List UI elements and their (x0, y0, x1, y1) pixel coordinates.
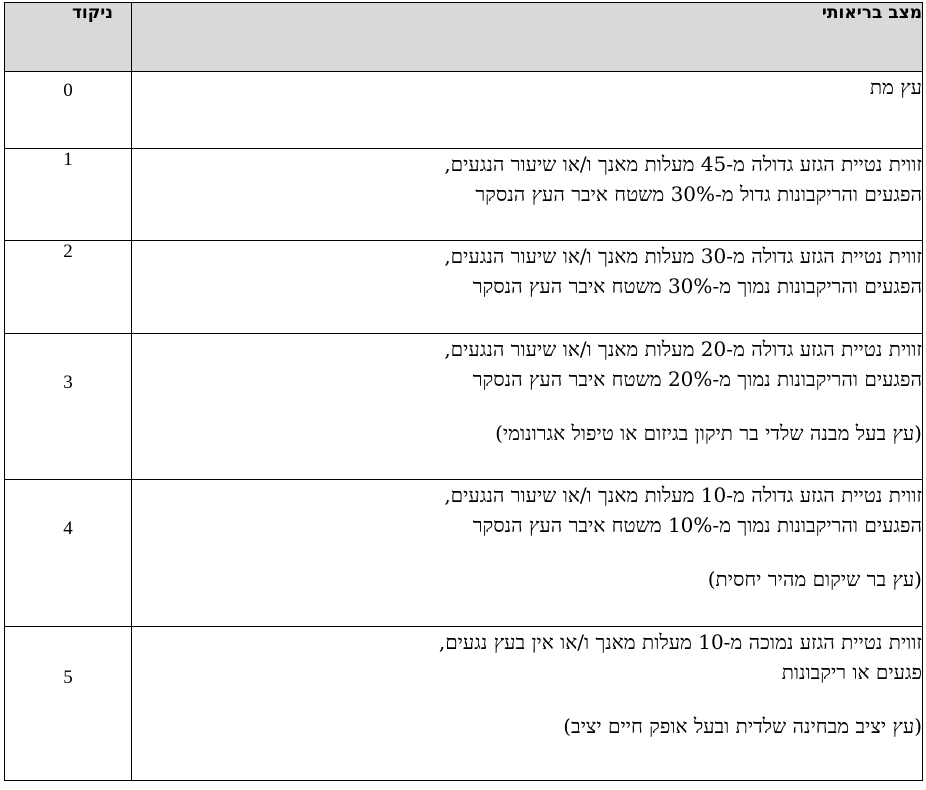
condition-text: הפגעים והריקבונות נמוך מ-30% משטח איבר העץ הנסקר (472, 274, 922, 298)
table-row (5, 241, 923, 334)
condition-text: זווית נטיית הגזע גדולה מ-10 מעלות מאנך ו/או שיעור הנגעים, (444, 483, 922, 507)
score-cell: 0 (5, 72, 132, 149)
table-row (5, 72, 923, 149)
condition-text: זווית נטיית הגזע נמוכה מ-10 מעלות מאנך ו/או אין בעץ נגעים, (438, 630, 922, 654)
score-cell: 4 (5, 480, 132, 627)
table-row (5, 480, 923, 627)
score-cell: 3 (5, 334, 132, 480)
condition-text: הפגעים והריקבונות גדול מ-30% משטח איבר העץ הנסקר (475, 182, 922, 206)
condition-text: פגעים או ריקבונות (781, 660, 922, 684)
table-row (5, 149, 923, 241)
score-cell: 1 (5, 149, 132, 241)
condition-note: (עץ בר שיקום מהיר יחסית) (707, 567, 922, 591)
condition-cell (132, 241, 923, 334)
condition-text: הפגעים והריקבונות נמוך מ-20% משטח איבר העץ הנסקר (472, 367, 922, 391)
condition-cell (132, 334, 923, 480)
condition-note: (עץ יציב מבחינה שלדית ובעל אופק חיים יציב) (563, 714, 922, 738)
score-cell: 5 (5, 627, 132, 781)
table-row (5, 627, 923, 781)
condition-text: זווית נטיית הגזע גדולה מ-20 מעלות מאנך ו/או שיעור הנגעים, (444, 337, 922, 361)
header-health-condition: מצב בריאותי (132, 3, 923, 72)
condition-cell (132, 149, 923, 241)
condition-text: הפגעים והריקבונות נמוך מ-10% משטח איבר העץ הנסקר (472, 513, 922, 537)
score-cell: 2 (5, 241, 132, 334)
condition-cell (132, 480, 923, 627)
header-row (5, 3, 923, 72)
table-row (5, 334, 923, 480)
header-score: ניקוד (5, 3, 132, 72)
condition-text: עץ מת (869, 75, 922, 99)
condition-text: זווית נטיית הגזע גדולה מ-30 מעלות מאנך ו/או שיעור הנגעים, (444, 244, 922, 268)
condition-cell (132, 72, 923, 149)
condition-text: זווית נטיית הגזע גדולה מ-45 מעלות מאנך ו/או שיעור הנגעים, (444, 152, 922, 176)
condition-note: (עץ בעל מבנה שלדי בר תיקון בגיזום או טיפול אגרונומי) (495, 421, 922, 445)
condition-cell (132, 627, 923, 781)
tree-health-score-table (4, 2, 923, 781)
